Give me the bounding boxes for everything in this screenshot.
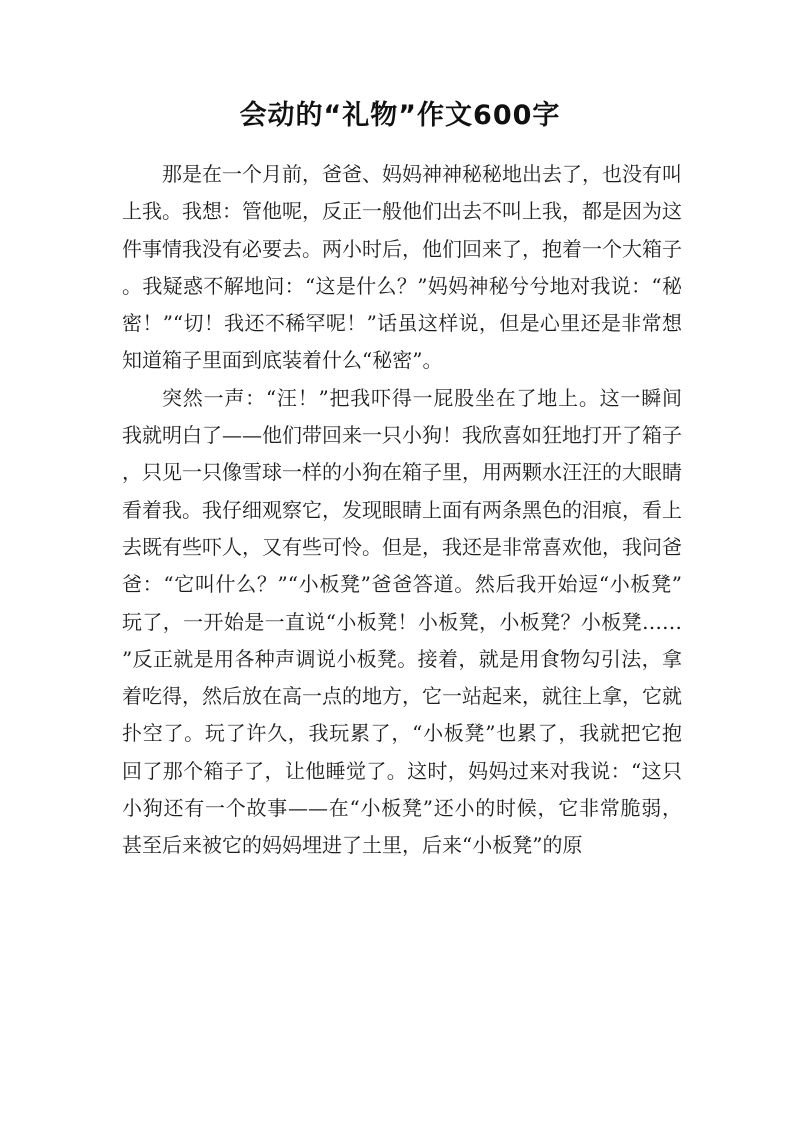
- paragraph-1: 那是在一个月前，爸爸、妈妈神神秘秘地出去了，也没有叫上我。我想：管他呢，反正一般他们出去不叫上我，都是因为这件事情我没有必要去。两小时后，他们回来了，抱着一个大箱子。我疑惑不解地问：“这是什么？”妈妈神秘兮兮地对我说：“秘密！”“切！我还不稀罕呢！”话虽这样说，但是心里还是非常想知道箱子里面到底装着什么“秘密”。: [122, 162, 682, 373]
- essay-body: [122, 156, 682, 865]
- essay-title: 会动的“礼物”作文600字: [239, 100, 561, 131]
- paragraph-2: 突然一声：“汪！”把我吓得一屁股坐在了地上。这一瞬间我就明白了——他们带回来一只小狗！我欣喜如狂地打开了箱子，只见一只像雪球一样的小狗在箱子里，用两颗水汪汪的大眼睛看着我。我仔细观察它，发现眼睛上面有两条黑色的泪痕，看上去既有些吓人，又有些可怜。但是，我还是非常喜欢他，我问爸爸：“它叫什么？”“小板凳”爸爸答道。然后我开始逗“小板凳”玩了，一开始是一直说“小板凳！小板凳，小板凳？小板凳……”反正就是用各种声调说小板凳。接着，就是用食物勾引法，拿着吃得，然后放在高一点的地方，它一站起来，就往上拿，它就扑空了。玩了许久，我玩累了，“小板凳”也累了，我就把它抱回了那个箱子了，让他睡觉了。这时，妈妈过来对我说：“这只小狗还有一个故事——在“小板凳”还小的时候，它非常脆弱，甚至后来被它的妈妈埋进了土里，后来“小板凳”的原: [122, 385, 682, 858]
